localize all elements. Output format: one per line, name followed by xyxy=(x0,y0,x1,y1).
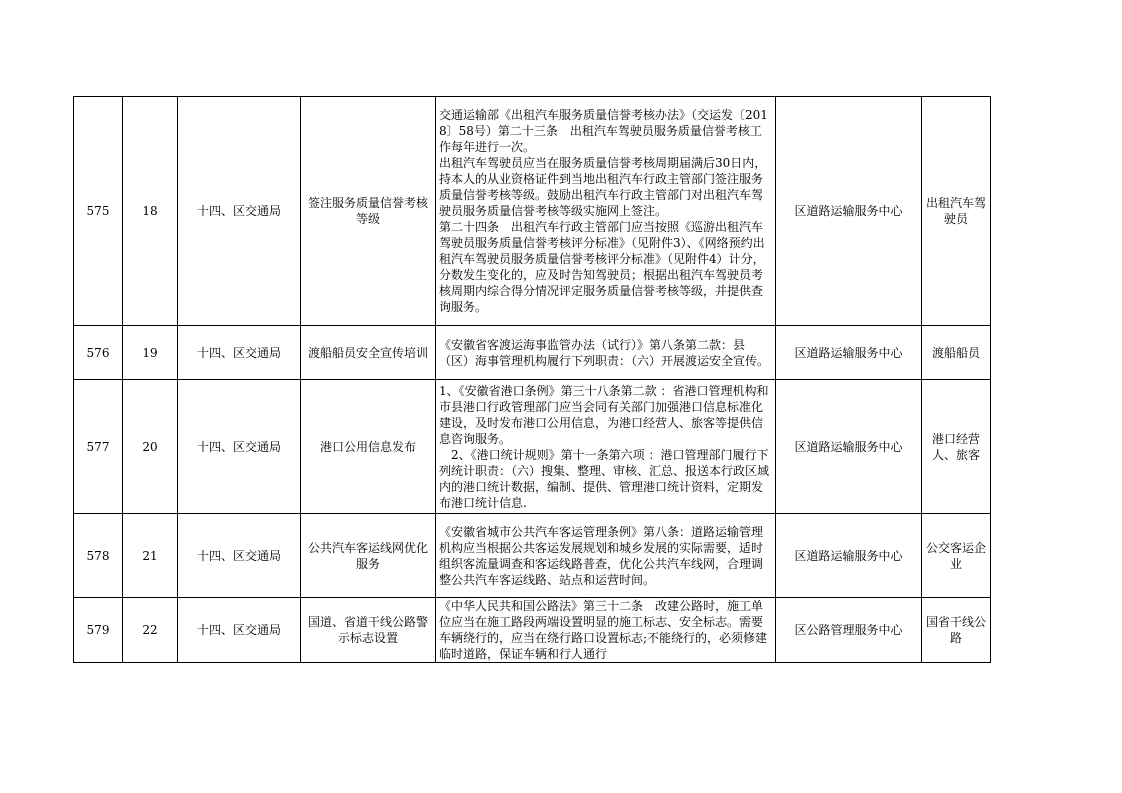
department-cell: 区道路运输服务中心 xyxy=(776,97,922,326)
basis-paragraph: 《安徽省客渡运海事监管办法（试行）》第八条第二款：县（区）海事管理机构履行下列职责：（六）开展渡运安全宣传。 xyxy=(439,337,770,368)
table-row xyxy=(74,514,991,598)
table-row xyxy=(74,598,991,663)
item-name-cell: 签注服务质量信誉考核等级 xyxy=(301,97,436,326)
sub-no-cell: 18 xyxy=(123,97,178,326)
category-cell: 十四、区交通局 xyxy=(178,380,301,514)
category-cell: 十四、区交通局 xyxy=(178,97,301,326)
seq-cell: 575 xyxy=(74,97,123,326)
target-cell: 出租汽车驾驶员 xyxy=(922,97,991,326)
item-name-cell: 港口公用信息发布 xyxy=(301,380,436,514)
basis-paragraph: 《安徽省城市公共汽车客运管理条例》第八条：道路运输管理机构应当根据公共客运发展规划和城乡发展的实际需要，适时组织客流量调查和客运线路普查，优化公共汽车线网，合理调整公共汽车客运线路、站点和运营时间。 xyxy=(439,524,764,587)
category-cell: 十四、区交通局 xyxy=(178,598,301,663)
legal-basis-cell xyxy=(436,598,776,663)
department-cell: 区道路运输服务中心 xyxy=(776,326,922,380)
basis-paragraph: 交通运输部《出租汽车服务质量信誉考核办法》（交运发〔2018〕58号）第二十三条 出租汽车驾驶员服务质量信誉考核工作每年进行一次。 xyxy=(439,108,768,154)
table-row xyxy=(74,326,991,380)
legal-basis-cell xyxy=(436,380,776,514)
item-name-cell: 公共汽车客运线网优化服务 xyxy=(301,514,436,598)
item-name-cell: 渡船船员安全宣传培训 xyxy=(301,326,436,380)
department-cell: 区道路运输服务中心 xyxy=(776,380,922,514)
legal-basis-cell xyxy=(436,514,776,598)
seq-cell: 578 xyxy=(74,514,123,598)
basis-paragraph: 1、《安徽省港口条例》第三十八条第二款 ：省港口管理机构和市县港口行政管理部门应当会同有关部门加强港口信息标准化建设，及时发布港口公用信息，为港口经营人、旅客等提供信息咨询服务。 xyxy=(439,383,769,446)
sub-no-cell: 20 xyxy=(123,380,178,514)
legal-basis-cell xyxy=(436,326,776,380)
item-name-cell: 国道、省道干线公路警示标志设置 xyxy=(301,598,436,663)
basis-paragraph: 《中华人民共和国公路法》第三十二条 改建公路时，施工单位应当在施工路段两端设置明显的施工标志、安全标志。需要车辆绕行的，应当在绕行路口设置标志;不能绕行的，必须修建临时道路，保证车辆和行人通行 xyxy=(439,599,768,661)
service-items-table xyxy=(73,96,991,663)
target-cell: 公交客运企业 xyxy=(922,514,991,598)
sub-no-cell: 22 xyxy=(123,598,178,663)
category-cell: 十四、区交通局 xyxy=(178,326,301,380)
table-row xyxy=(74,380,991,514)
basis-paragraph: 第二十四条 出租汽车行政主管部门应当按照《巡游出租汽车驾驶员服务质量信誉考核评分标准》（见附件3）、《网络预约出租汽车驾驶员服务质量信誉考核评分标准》（见附件4）计分，分数发生变化的，应及时告知驾驶员；根据出租汽车驾驶员考核周期内综合得分情况评定服务质量信誉考核等级，并提供查询服务。 xyxy=(439,220,765,314)
sub-no-cell: 21 xyxy=(123,514,178,598)
basis-paragraph: 出租汽车驾驶员应当在服务质量信誉考核周期届满后30日内，持本人的从业资格证件到当地出租汽车行政主管部门签注服务质量信誉考核等级。鼓励出租汽车行政主管部门对出租汽车驾驶员服务质量信誉考核等级实施网上签注。 xyxy=(439,156,767,218)
target-cell: 港口经营人、旅客 xyxy=(922,380,991,514)
seq-cell: 579 xyxy=(74,598,123,663)
sub-no-cell: 19 xyxy=(123,326,178,380)
target-cell: 国省干线公路 xyxy=(922,598,991,663)
legal-basis-cell xyxy=(436,97,776,326)
table-row xyxy=(74,97,991,326)
target-cell: 渡船船员 xyxy=(922,326,991,380)
category-cell: 十四、区交通局 xyxy=(178,514,301,598)
seq-cell: 576 xyxy=(74,326,123,380)
seq-cell: 577 xyxy=(74,380,123,514)
basis-paragraph: 2、《港口统计规则》第十一条第六项 ：港口管理部门履行下列统计职责：（六）搜集、整理、审核、汇总、报送本行政区域内的港口统计数据，编制、提供、管理港口统计资料，定期发布港口统计信息. xyxy=(439,447,770,510)
department-cell: 区公路管理服务中心 xyxy=(776,598,922,663)
department-cell: 区道路运输服务中心 xyxy=(776,514,922,598)
